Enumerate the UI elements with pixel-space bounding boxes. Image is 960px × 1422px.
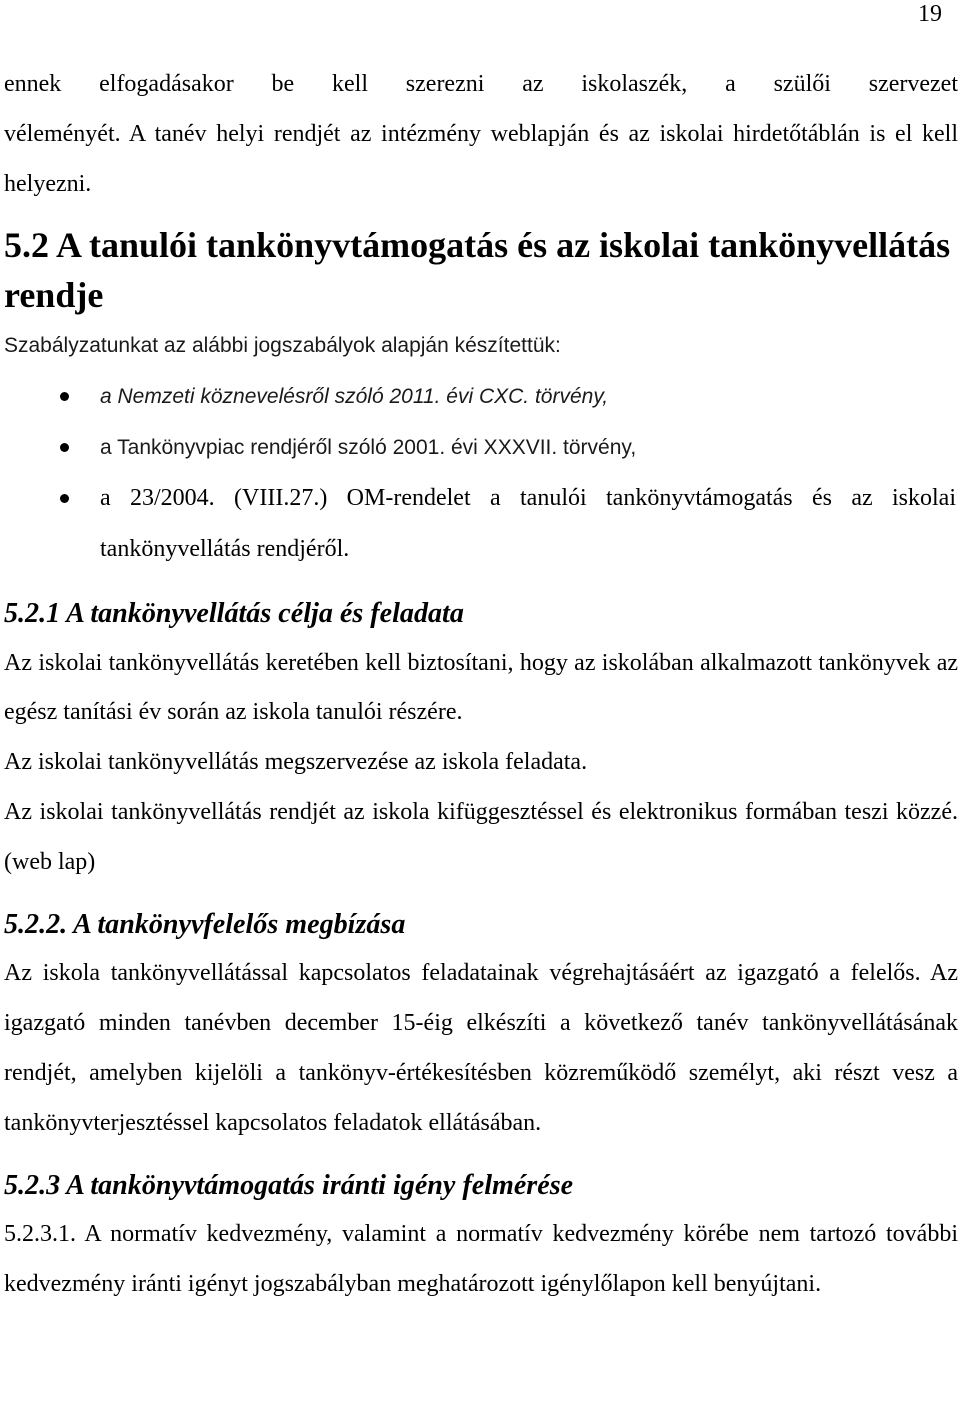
section-intro: Szabályzatunkat az alábbi jogszabályok alapján készítettük:: [4, 333, 561, 357]
document-body: [4, 60, 958, 1310]
legislation-list: [4, 371, 958, 575]
list-item-text: a Nemzeti köznevelésről szóló 2011. évi CXC. törvény,: [100, 384, 609, 408]
paragraph-continuation: véleményét. A tanév helyi rendjét az intézmény weblapján és az iskolai hirdetőtáblán is el kell helyezni.: [4, 120, 958, 197]
list-item: [4, 422, 958, 473]
list-item-text: a 23/2004. (VIII.27.) OM-rendelet a tanulói tankönyvtámogatás és az iskolai tankönyvellátás rendjéről.: [100, 484, 956, 562]
paragraph-continuation-line1: ennek elfogadásakor be kell szerezni az iskolaszék, a szülői szervezet: [4, 71, 958, 97]
paragraph: Az iskola tankönyvellátással kapcsolatos feladatainak végrehajtásáért az igazgató a felelős. Az igazgató minden tanévben december 15-éig elkészíti a következő tanév tankönyvellátásának rendjét, amelyben kijelöli a tankönyv-értékesítésben közreműködő személyt, aki részt vesz a tankönyvterjesztéssel kapcsolatos feladatok ellátásában.: [4, 960, 958, 1136]
paragraph: Az iskolai tankönyvellátás megszervezése az iskola feladata.: [4, 749, 588, 776]
list-item: [4, 371, 958, 422]
paragraph: Az iskolai tankönyvellátás rendjét az iskola kifüggesztéssel és elektronikus formában teszi közzé.(web lap): [4, 798, 958, 875]
paragraph: 5.2.3.1. A normatív kedvezmény, valamint a normatív kedvezmény körébe nem tartozó további kedvezmény iránti igényt jogszabályban meghatározott igénylőlapon kell benyújtani.: [4, 1221, 958, 1298]
list-item-text: a Tankönyvpiac rendjéről szóló 2001. évi XXXVII. törvény,: [100, 435, 637, 459]
section-heading-5-2-3: 5.2.3 A tankönyvtámogatás iránti igény felmérése: [4, 1169, 574, 1201]
bullet-icon: [60, 392, 69, 401]
section-heading-5-2-1: 5.2.1 A tankönyvellátás célja és feladata: [4, 597, 464, 629]
bullet-icon: [60, 494, 69, 503]
section-heading-5-2: 5.2 A tanulói tankönyvtámogatás és az iskolai tankönyvellátás rendje: [4, 225, 951, 316]
list-item: [4, 473, 958, 575]
page-number: 19: [918, 1, 942, 27]
section-heading-5-2-2: 5.2.2. A tankönyvfelelős megbízása: [4, 908, 406, 940]
paragraph: Az iskolai tankönyvellátás keretében kell biztosítani, hogy az iskolában alkalmazott tankönyvek az egész tanítási év során az iskola tanulói részére.: [4, 649, 958, 726]
bullet-icon: [60, 443, 69, 452]
